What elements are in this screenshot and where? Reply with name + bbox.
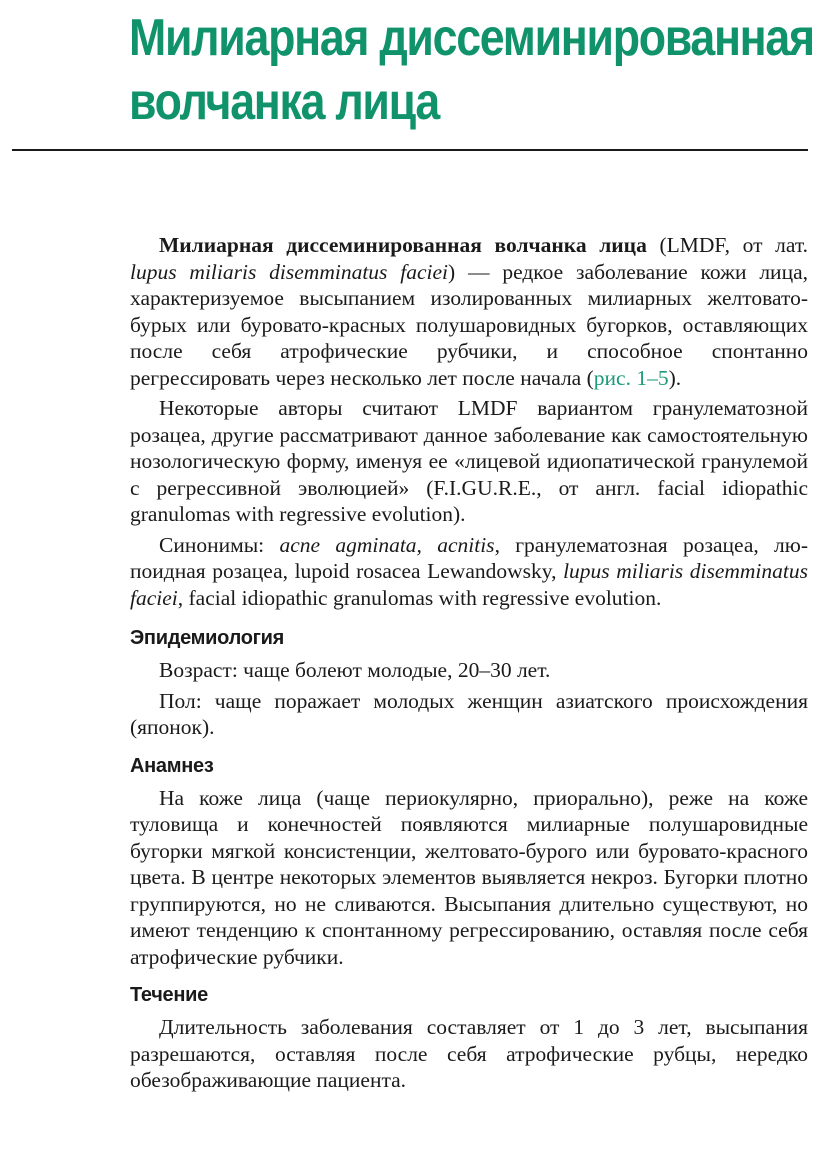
synonyms-paragraph xyxy=(130,532,808,612)
figure-reference-link[interactable]: рис. 1–5 xyxy=(593,365,669,390)
epidemiology-sex: Пол: чаще поражает молодых женщин азиатского происхождения (японок). xyxy=(130,688,808,739)
defined-term: Милиарная диссеминированная волчанка лица xyxy=(159,233,647,257)
synonyms-italic-2: lupus miliaris disemminatus faciei xyxy=(130,559,808,610)
synonyms-italic-1: acne agminata, acnitis xyxy=(279,532,495,557)
intro-text-a: (LMDF, от лат. xyxy=(646,233,809,257)
title-divider xyxy=(12,149,808,151)
course-heading: Течение xyxy=(130,984,208,1006)
page-title xyxy=(129,6,814,134)
anamnesis-paragraph: На коже лица (чаще периокулярно, приорально), реже на коже туловища и конечностей появляются милиарные полушаровидные бугорки мягкой консистенции, желтовато-бурого или буровато-красного цвета. В центре некоторых элементов выявляется некроз. Бугорки плотно группируются, но не сливаются. Высыпания длительно существуют, но имеют тенденцию к спонтанному регрессированию, оставляя после себя атрофические рубчики. xyxy=(130,785,808,969)
page-title-line-1: Милиарная диссеминированная xyxy=(129,9,814,67)
anamnesis-heading: Анамнез xyxy=(130,754,214,777)
epidemiology-age: Возраст: чаще болеют молодые, 20–30 лет. xyxy=(159,658,551,682)
intro-latin-name: lupus miliaris disemminatus faciei xyxy=(130,259,449,284)
intro-text-b: ) — редкое заболевание кожи лица, характеризуемое высыпанием изолированных милиарных желтовато-бурых или буровато-красных полушаровидных бугорков, оставляющих после себя атрофические рубчики, и способное спонтанно регрессировать через несколько лет после начала ( xyxy=(130,259,808,390)
course-paragraph: Длительность заболевания составляет от 1 до 3 лет, высыпания разрешаются, оставляя после себя атрофические рубцы, нередко обезображивающие пациента. xyxy=(130,1015,808,1092)
intro-paragraph xyxy=(130,232,808,391)
synonyms-text-a: Синонимы: xyxy=(159,532,280,557)
intro-text-c: ). xyxy=(668,365,682,390)
article-body xyxy=(130,232,808,1098)
page-title-line-2: волчанка лица xyxy=(129,73,439,131)
epidemiology-heading: Эпидемиология xyxy=(130,627,285,649)
nosology-paragraph: Некоторые авторы считают LMDF вариантом гранулематозной розацеа, другие рассматривают данное заболевание как самостоятельную нозологическую форму, именуя ее «лицевой идиопатической гранулемой с регрессивной эволюцией» (F.I.GU.R.E., от англ. facial idiopathic granulomas with regressive evolution). xyxy=(130,396,808,526)
synonyms-text-b: , гранулематозная розацеа, люпоидная розацеа, lupoid rosacea Lewandowsky, xyxy=(130,532,808,583)
synonyms-text-c: , facial idiopathic granulomas with regressive evolution. xyxy=(177,585,662,610)
